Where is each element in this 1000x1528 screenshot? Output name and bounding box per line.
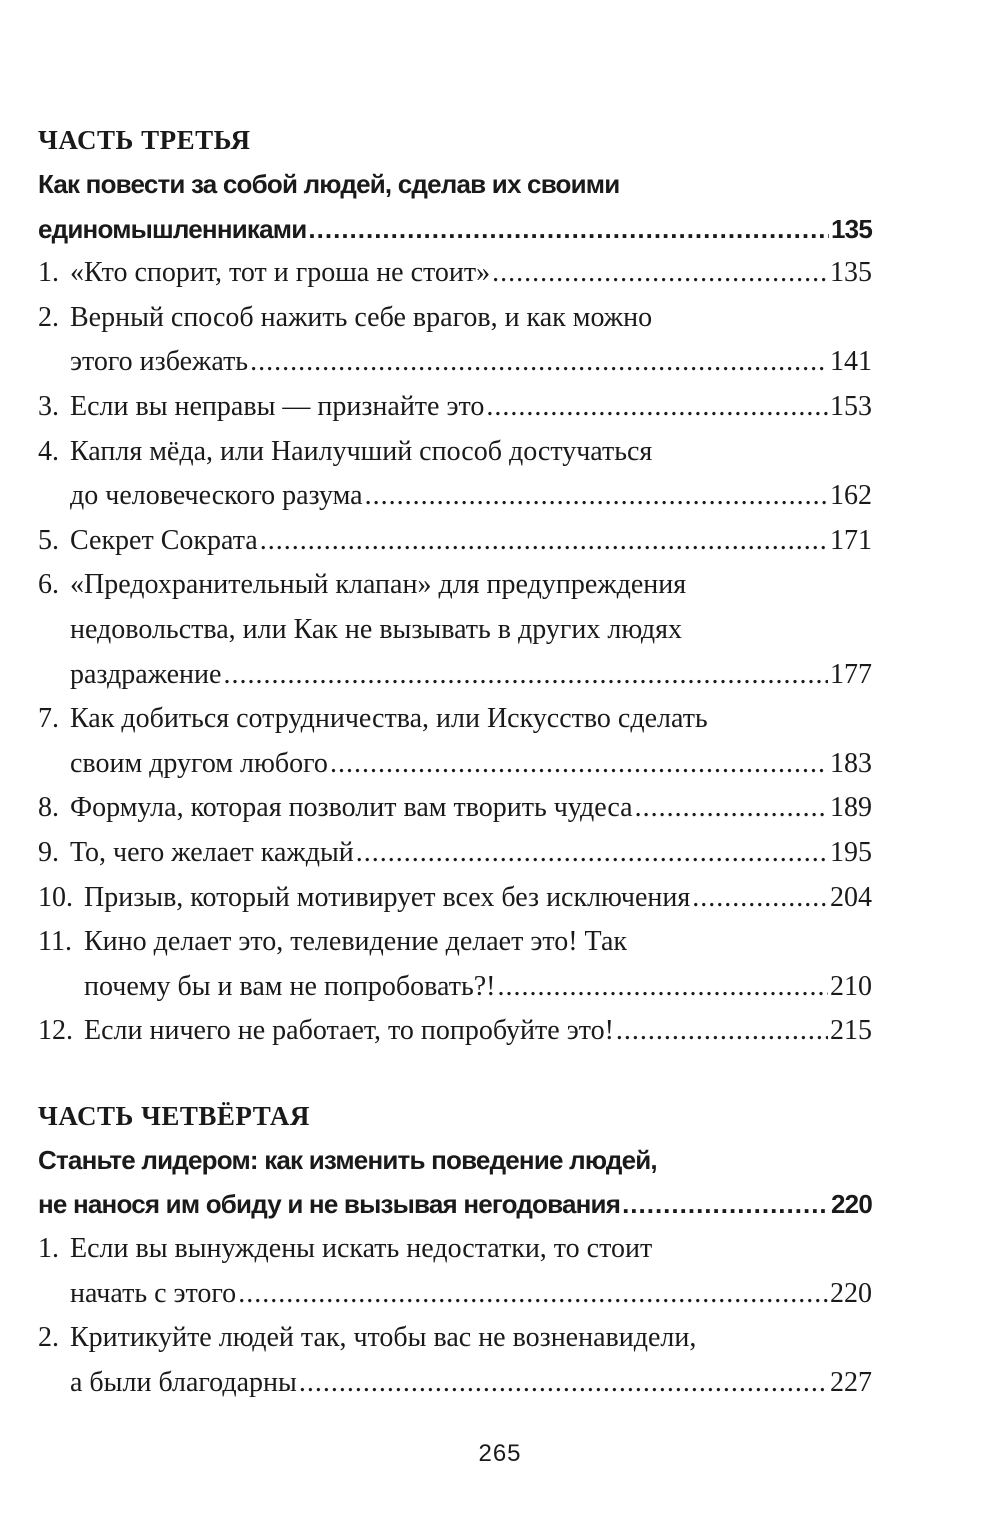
toc-entry-4-2-cont: а были благодарны ..... 227 <box>38 1361 872 1406</box>
part-four-page: 220 <box>831 1189 872 1220</box>
toc-entry-3-5: 5. Секрет Сократа ..... 171 <box>38 519 872 564</box>
part-four-title: ЧАСТЬ ЧЕТВЁРТАЯ <box>38 1100 310 1131</box>
toc-entry-3-4: 4. Капля мёда, или Наилучший способ достучаться <box>38 435 653 467</box>
dot-leader <box>250 340 828 385</box>
toc-entry-4-2: 2. Критикуйте людей так, чтобы вас не возненавидели, <box>38 1322 697 1354</box>
toc-entry-3-9: 9. То, чего желает каждый ..... 195 <box>38 831 872 876</box>
part-four-heading-line2: не нанося им обиду и не вызывая негодования ..... 220 <box>38 1182 872 1227</box>
toc-entry-3-2-cont: этого избежать ..... 141 <box>38 340 872 385</box>
toc-entry-3-6: 6. «Предохранительный клапан» для предупреждения <box>38 569 687 601</box>
toc-entry-3-6-cont1: недовольства, или Как не вызывать в других людях <box>70 613 682 645</box>
dot-leader <box>635 786 828 831</box>
dot-leader <box>299 1361 828 1406</box>
toc-entry-4-1-cont: начать с этого ..... 220 <box>38 1272 872 1317</box>
dot-leader <box>223 653 828 698</box>
toc-entry-3-7: 7. Как добиться сотрудничества, или Искусство сделать <box>38 703 708 735</box>
toc-page <box>38 118 872 1405</box>
toc-entry-3-8: 8. Формула, которая позволит вам творить чудеса ..... 189 <box>38 786 872 831</box>
toc-entry-3-6-cont2: раздражение ..... 177 <box>38 653 872 698</box>
page-number: 265 <box>478 1440 522 1467</box>
dot-leader <box>365 474 828 519</box>
dot-leader <box>692 876 828 921</box>
toc-entry-3-3: 3. Если вы неправы — признайте это ..... 153 <box>38 385 872 430</box>
dot-leader <box>260 519 828 564</box>
dot-leader <box>616 1009 828 1054</box>
part-three-heading-line1: Как повести за собой людей, сделав их своими <box>38 169 620 199</box>
section-gap <box>38 1054 872 1094</box>
toc-entry-3-11: 11. Кино делает это, телевидение делает это! Так <box>38 926 627 958</box>
dot-leader <box>497 965 828 1010</box>
toc-entry-3-2: 2. Верный способ нажить себе врагов, и как можно <box>38 301 653 333</box>
toc-entry-3-11-cont: почему бы и вам не попробовать?! ..... 210 <box>38 965 872 1010</box>
dot-leader <box>238 1272 828 1317</box>
part-three-heading-line2: единомышленниками ..... 135 <box>38 207 872 252</box>
toc-entry-3-12: 12. Если ничего не работает, то попробуйте это! ..... 215 <box>38 1009 872 1054</box>
toc-entry-3-1: 1. «Кто спорит, тот и гроша не стоит» ..... 135 <box>38 251 872 296</box>
dot-leader <box>308 207 829 252</box>
dot-leader <box>492 251 828 296</box>
part-three-title: ЧАСТЬ ТРЕТЬЯ <box>38 125 251 155</box>
toc-entry-4-1: 1. Если вы вынуждены искать недостатки, то стоит <box>38 1233 653 1265</box>
toc-entry-3-10: 10. Призыв, который мотивирует всех без исключения ..... 204 <box>38 876 872 921</box>
part-four-heading-line1: Станьте лидером: как изменить поведение людей, <box>38 1144 657 1175</box>
dot-leader <box>356 831 828 876</box>
dot-leader <box>486 385 828 430</box>
part-three-page: 135 <box>831 213 872 244</box>
toc-entry-3-4-cont: до человеческого разума ..... 162 <box>38 474 872 519</box>
dot-leader <box>622 1182 829 1227</box>
dot-leader <box>330 742 828 787</box>
toc-entry-3-7-cont: своим другом любого ..... 183 <box>38 742 872 787</box>
